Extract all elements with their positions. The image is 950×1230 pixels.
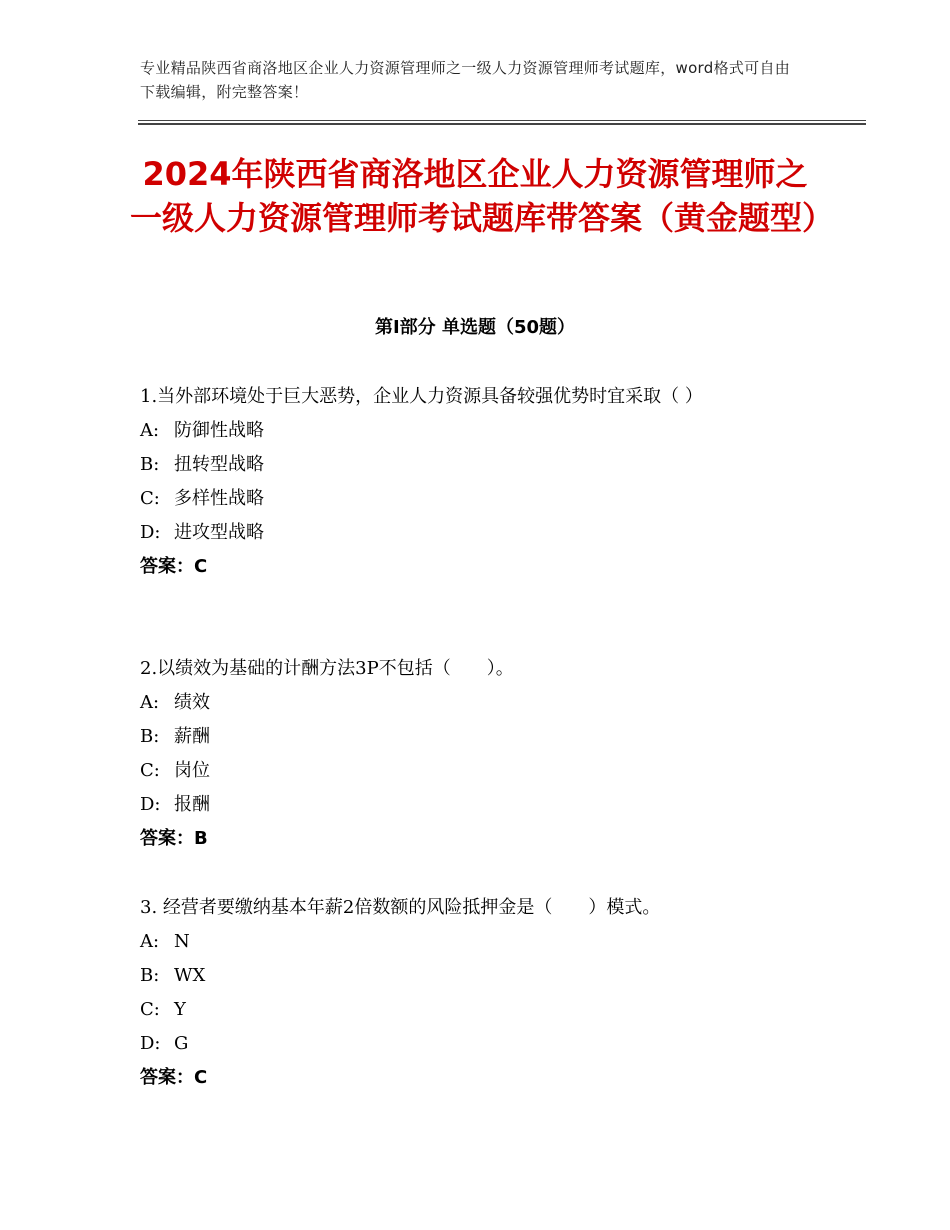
option-letter: C: [140, 760, 160, 781]
option-c [140, 997, 820, 1023]
option-b [140, 452, 820, 478]
option-c [140, 486, 820, 512]
option-letter: D: [140, 522, 161, 543]
option-letter: C: [140, 488, 160, 509]
option-b [140, 724, 820, 750]
question-stem: 3. 经营者要缴纳基本年薪2倍数额的风险抵押金是（ ）模式。 [140, 897, 661, 918]
option-letter: D: [140, 1033, 161, 1054]
option-text: 防御性战略 [174, 420, 264, 441]
option-text: 扭转型战略 [174, 454, 264, 475]
option-letter: A: [140, 420, 160, 441]
option-letter: B: [140, 454, 160, 475]
document-title: 2024年陕西省商洛地区企业人力资源管理师之一级人力资源管理师考试题库带答案（黄金题型） [130, 155, 835, 237]
option-a [140, 929, 820, 955]
option-letter: A: [140, 692, 160, 713]
option-letter: B: [140, 726, 160, 747]
header-divider [138, 120, 866, 125]
answer: 答案：C [140, 556, 208, 577]
option-letter: D: [140, 794, 161, 815]
question-1 [140, 384, 820, 580]
option-a [140, 418, 820, 444]
answer: 答案：C [140, 1067, 208, 1088]
option-letter: C: [140, 999, 160, 1020]
option-text: 多样性战略 [174, 488, 264, 509]
option-text: 报酬 [174, 794, 210, 815]
section-heading: 第Ⅰ部分 单选题（50题） [374, 317, 575, 338]
option-c [140, 758, 820, 784]
option-d [140, 1031, 820, 1057]
option-text: 进攻型战略 [174, 522, 264, 543]
question-stem: 2.以绩效为基础的计酬方法3P不包括（ ）。 [140, 658, 514, 679]
question-2 [140, 656, 820, 852]
option-text: 岗位 [174, 760, 210, 781]
option-letter: B: [140, 965, 160, 986]
question-stem: 1.当外部环境处于巨大恶势，企业人力资源具备较强优势时宜采取（ ） [140, 386, 703, 407]
option-text: WX [174, 965, 206, 986]
option-d [140, 792, 820, 818]
option-a [140, 690, 820, 716]
option-text: 薪酬 [174, 726, 210, 747]
option-d [140, 520, 820, 546]
header-note: 专业精品陕西省商洛地区企业人力资源管理师之一级人力资源管理师考试题库，word格式可自由下载编辑，附完整答案！ [140, 59, 791, 101]
option-text: G [174, 1033, 189, 1054]
option-b [140, 963, 820, 989]
option-text: 绩效 [174, 692, 210, 713]
answer: 答案：B [140, 828, 208, 849]
question-3 [140, 895, 820, 1091]
option-text: N [174, 931, 190, 952]
option-letter: A: [140, 931, 160, 952]
option-text: Y [174, 999, 186, 1020]
